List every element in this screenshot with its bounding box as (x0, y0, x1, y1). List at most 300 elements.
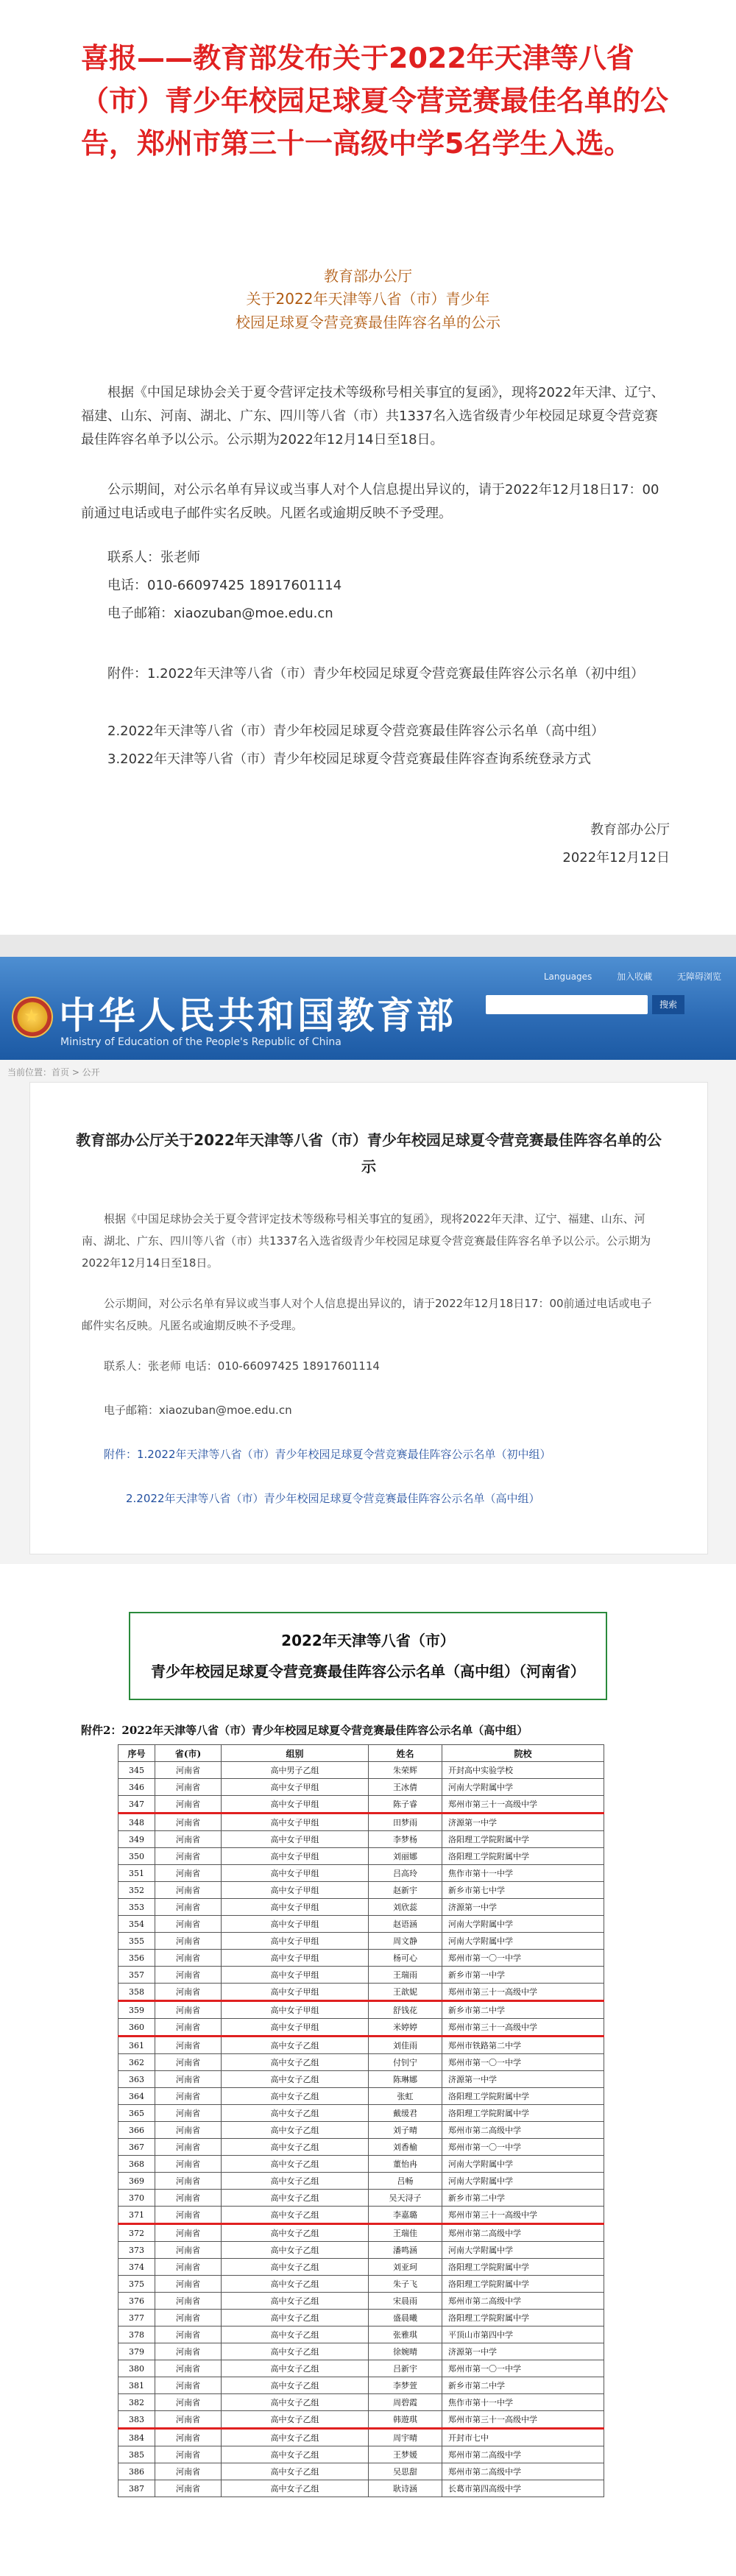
cell-name: 刘亚珂 (369, 2259, 442, 2276)
col-header-group: 组别 (222, 1745, 369, 1762)
cell-group: 高中女子乙组 (222, 2276, 369, 2293)
cell-name: 张雅琪 (369, 2326, 442, 2343)
table-row (118, 2259, 604, 2276)
cell-group: 高中女子乙组 (222, 2071, 369, 2088)
table-row (118, 2054, 604, 2071)
table-row (118, 1984, 604, 2001)
cell-province: 河南省 (155, 2293, 222, 2310)
cell-school: 河南大学附属中学 (442, 2156, 604, 2173)
cell-school: 济源第一中学 (442, 1814, 604, 1831)
cell-school: 河南大学附属中学 (442, 2242, 604, 2259)
cell-school: 郑州市第三十一高级中学 (442, 2411, 604, 2429)
cell-province: 河南省 (155, 2224, 222, 2242)
table-row (118, 2207, 604, 2224)
col-header-no: 序号 (118, 1745, 155, 1762)
cell-no: 345 (118, 1762, 155, 1779)
cell-school: 洛阳理工学院附属中学 (442, 1831, 604, 1848)
table-row (118, 2293, 604, 2310)
cell-name: 王瑞佳 (369, 2224, 442, 2242)
cell-group: 高中女子乙组 (222, 2122, 369, 2139)
cell-no: 364 (118, 2088, 155, 2105)
cell-province: 河南省 (155, 1899, 222, 1916)
cell-no: 368 (118, 2156, 155, 2173)
cell-name: 戴缓君 (369, 2105, 442, 2122)
moe-article (29, 1082, 708, 1554)
cell-school: 郑州市第一〇一中学 (442, 2139, 604, 2156)
cell-no: 379 (118, 2343, 155, 2360)
cell-name: 周碧霞 (369, 2394, 442, 2411)
cell-name: 刘香榆 (369, 2139, 442, 2156)
national-emblem-icon: ★ (12, 997, 53, 1038)
cell-no: 352 (118, 1882, 155, 1899)
cell-school: 河南大学附属中学 (442, 2173, 604, 2190)
notice-office: 教育部办公厅 (324, 267, 412, 285)
cell-no: 349 (118, 1831, 155, 1848)
cell-no: 355 (118, 1933, 155, 1950)
cell-name: 吕高玲 (369, 1865, 442, 1882)
moe-site-title[interactable]: 中华人民共和国教育部 (59, 994, 456, 1037)
moe-search-input[interactable] (486, 995, 648, 1014)
cell-school: 河南大学附属中学 (442, 1779, 604, 1796)
cell-no: 384 (118, 2429, 155, 2446)
cell-no: 378 (118, 2326, 155, 2343)
cell-group: 高中女子乙组 (222, 2446, 369, 2463)
headline: 喜报——教育部发布关于2022年天津等八省（市）青少年校园足球夏令营竞赛最佳名单的公告，郑州市第三十一高级中学5名学生入选。 (81, 42, 669, 160)
table-row (118, 2446, 604, 2463)
cell-name: 王梦媛 (369, 2446, 442, 2463)
cell-province: 河南省 (155, 2156, 222, 2173)
cell-province: 河南省 (155, 2310, 222, 2326)
table-row (118, 2088, 604, 2105)
cell-province: 河南省 (155, 2463, 222, 2480)
cell-group: 高中女子乙组 (222, 2173, 369, 2190)
cell-school: 郑州市第三十一高级中学 (442, 2207, 604, 2224)
table-row (118, 2377, 604, 2394)
table-row (118, 2156, 604, 2173)
cell-school: 济源第一中学 (442, 2343, 604, 2360)
cell-province: 河南省 (155, 1950, 222, 1967)
cell-no: 358 (118, 1984, 155, 2001)
table-row (118, 2001, 604, 2019)
col-header-name: 姓名 (369, 1745, 442, 1762)
cell-province: 河南省 (155, 2139, 222, 2156)
cell-province: 河南省 (155, 1865, 222, 1882)
hs-title-box (129, 1612, 607, 1700)
hs-roster-body (118, 1762, 604, 2497)
moe-attach-2[interactable]: 2.2022年天津等八省（市）青少年校园足球夏令营竞赛最佳阵容公示名单（高中组） (126, 1492, 540, 1505)
table-row (118, 2310, 604, 2326)
cell-name: 陈子睿 (369, 1796, 442, 1814)
table-row (118, 2242, 604, 2259)
moe-top-links (522, 970, 721, 983)
cell-province: 河南省 (155, 2037, 222, 2054)
cell-province: 河南省 (155, 2054, 222, 2071)
hs-title-1: 2022年天津等八省（市） (281, 1632, 455, 1649)
table-row (118, 2071, 604, 2088)
cell-school: 郑州市第三十一高级中学 (442, 2019, 604, 2037)
notice-attachment-3[interactable]: 3.2022年天津等八省（市）青少年校园足球夏令营竞赛最佳阵容查询系统登录方式 (107, 751, 591, 767)
cell-no: 383 (118, 2411, 155, 2429)
cell-no: 374 (118, 2259, 155, 2276)
cell-school: 焦作市第十一中学 (442, 1865, 604, 1882)
cell-name: 潘鸣涵 (369, 2242, 442, 2259)
hs-roster-section (0, 1568, 736, 2576)
cell-group: 高中女子甲组 (222, 1916, 369, 1933)
cell-school: 郑州市第二高级中学 (442, 2224, 604, 2242)
cell-group: 高中女子乙组 (222, 2037, 369, 2054)
cell-province: 河南省 (155, 2276, 222, 2293)
notice-contact: 联系人：张老师 (107, 550, 200, 565)
cell-group: 高中女子乙组 (222, 2207, 369, 2224)
cell-school: 济源第一中学 (442, 2071, 604, 2088)
cell-province: 河南省 (155, 2122, 222, 2139)
cell-no: 360 (118, 2019, 155, 2037)
cell-province: 河南省 (155, 2360, 222, 2377)
cell-province: 河南省 (155, 1762, 222, 1779)
cell-name: 李嘉璐 (369, 2207, 442, 2224)
cell-school: 新乡市第一中学 (442, 1967, 604, 1984)
cell-group: 高中女子甲组 (222, 1882, 369, 1899)
cell-name: 吕畅 (369, 2173, 442, 2190)
cell-province: 河南省 (155, 2343, 222, 2360)
cell-name: 陈琳娜 (369, 2071, 442, 2088)
notice-para-1: 根据《中国足球协会关于夏令营评定技术等级称号相关事宜的复函》，现将2022年天津、辽宁、福建、山东、河南、湖北、广东、四川等八省（市）共1337名入选省级青少年校园足球夏令营竞赛最佳阵容名单予以公示。公示期为2022年12月14日至18日。 (81, 385, 665, 447)
cell-school: 新乡市第七中学 (442, 1882, 604, 1899)
hs-roster-table (118, 1744, 604, 2497)
accessibility-link[interactable]: 无障碍浏览 (676, 972, 721, 982)
cell-no: 385 (118, 2446, 155, 2463)
cell-name: 周文静 (369, 1933, 442, 1950)
cell-group: 高中女子乙组 (222, 2293, 369, 2310)
cell-school: 洛阳理工学院附属中学 (442, 2310, 604, 2326)
moe-email[interactable]: 电子邮箱：xiaozuban@moe.edu.cn (104, 1404, 292, 1417)
table-row (118, 2190, 604, 2207)
table-row (118, 2019, 604, 2037)
notice-subtitle-1: 关于2022年天津等八省（市）青少年 (246, 290, 490, 308)
cell-province: 河南省 (155, 2242, 222, 2259)
table-row (118, 2105, 604, 2122)
cell-name: 宋晨雨 (369, 2293, 442, 2310)
cell-school: 郑州市第二高级中学 (442, 2463, 604, 2480)
cell-no: 348 (118, 1814, 155, 1831)
cell-province: 河南省 (155, 2411, 222, 2429)
cell-no: 359 (118, 2001, 155, 2019)
cell-school: 郑州市铁路第二中学 (442, 2037, 604, 2054)
cell-group: 高中女子甲组 (222, 1950, 369, 1967)
cell-name: 盛晨曦 (369, 2310, 442, 2326)
cell-province: 河南省 (155, 2001, 222, 2019)
cell-no: 354 (118, 1916, 155, 1933)
table-header-row (118, 1745, 604, 1762)
moe-contact: 联系人：张老师 电话：010-66097425 18917601114 (104, 1359, 380, 1373)
cell-no: 376 (118, 2293, 155, 2310)
cell-group: 高中女子乙组 (222, 2480, 369, 2497)
cell-name: 杨可心 (369, 1950, 442, 1967)
cell-province: 河南省 (155, 2071, 222, 2088)
table-row (118, 2122, 604, 2139)
table-row (118, 2411, 604, 2429)
notice-date: 2022年12月12日 (562, 850, 670, 866)
table-row (118, 2360, 604, 2377)
table-row (118, 2463, 604, 2480)
cell-group: 高中女子乙组 (222, 2156, 369, 2173)
cell-no: 373 (118, 2242, 155, 2259)
cell-school: 河南大学附属中学 (442, 1933, 604, 1950)
table-row (118, 1933, 604, 1950)
cell-group: 高中女子乙组 (222, 2259, 369, 2276)
languages-link[interactable]: Languages (543, 972, 592, 982)
cell-province: 河南省 (155, 2088, 222, 2105)
cell-province: 河南省 (155, 1848, 222, 1865)
cell-name: 朱子飞 (369, 2276, 442, 2293)
moe-banner (0, 957, 736, 1060)
cell-no: 370 (118, 2190, 155, 2207)
cell-no: 361 (118, 2037, 155, 2054)
hs-caption: 附件2：2022年天津等八省（市）青少年校园足球夏令营竞赛最佳阵容公示名单（高中组） (81, 1724, 528, 1737)
cell-name: 朱荣辉 (369, 1762, 442, 1779)
table-row (118, 1916, 604, 1933)
table-row (118, 2343, 604, 2360)
cell-school: 郑州市第二高级中学 (442, 2446, 604, 2463)
cell-no: 346 (118, 1779, 155, 1796)
cell-school: 济源第一中学 (442, 1899, 604, 1916)
cell-name: 王歆妮 (369, 1984, 442, 2001)
cell-name: 韩遊琪 (369, 2411, 442, 2429)
cell-group: 高中女子乙组 (222, 2360, 369, 2377)
notice-phone: 电话：010-66097425 18917601114 (107, 578, 342, 593)
cell-name: 李梦杨 (369, 1831, 442, 1848)
cell-group: 高中女子乙组 (222, 2343, 369, 2360)
cell-province: 河南省 (155, 1967, 222, 1984)
cell-group: 高中男子乙组 (222, 1762, 369, 1779)
section-divider (0, 935, 736, 957)
cell-school: 平顶山市第四中学 (442, 2326, 604, 2343)
table-row (118, 1779, 604, 1796)
moe-attach-1[interactable]: 附件：1.2022年天津等八省（市）青少年校园足球夏令营竞赛最佳阵容公示名单（初中组） (104, 1448, 551, 1461)
cell-name: 王瑞雨 (369, 1967, 442, 1984)
table-row (118, 2429, 604, 2446)
cell-no: 367 (118, 2139, 155, 2156)
moe-para-2: 公示期间，对公示名单有异议或当事人对个人信息提出异议的，请于2022年12月18日17：00前通过电话或电子邮件实名反映。凡匿名或逾期反映不予受理。 (82, 1297, 652, 1332)
table-row (118, 1899, 604, 1916)
cell-group: 高中女子乙组 (222, 2310, 369, 2326)
cell-group: 高中女子甲组 (222, 2001, 369, 2019)
cell-no: 372 (118, 2224, 155, 2242)
cell-group: 高中女子甲组 (222, 1933, 369, 1950)
cell-province: 河南省 (155, 1933, 222, 1950)
col-header-province: 省(市) (155, 1745, 222, 1762)
cell-group: 高中女子甲组 (222, 1865, 369, 1882)
cell-name: 李梦萱 (369, 2377, 442, 2394)
breadcrumb[interactable]: 当前位置：首页 > 公开 (7, 1067, 100, 1078)
cell-school: 河南大学附属中学 (442, 1916, 604, 1933)
cell-province: 河南省 (155, 2429, 222, 2446)
cell-no: 380 (118, 2360, 155, 2377)
cell-group: 高中女子乙组 (222, 2139, 369, 2156)
cell-group: 高中女子甲组 (222, 2019, 369, 2037)
cell-no: 386 (118, 2463, 155, 2480)
cell-name: 刘子晴 (369, 2122, 442, 2139)
notice-section (0, 265, 736, 866)
cell-no: 371 (118, 2207, 155, 2224)
cell-group: 高中女子乙组 (222, 2429, 369, 2446)
cell-group: 高中女子甲组 (222, 1779, 369, 1796)
table-row (118, 2224, 604, 2242)
cell-name: 刘丽娜 (369, 1848, 442, 1865)
cell-school: 长葛市第四高级中学 (442, 2480, 604, 2497)
cell-group: 高中女子乙组 (222, 2088, 369, 2105)
table-row (118, 1950, 604, 1967)
cell-school: 郑州市第二高级中学 (442, 2122, 604, 2139)
cell-school: 新乡市第二中学 (442, 2377, 604, 2394)
cell-province: 河南省 (155, 2326, 222, 2343)
cell-group: 高中女子乙组 (222, 2224, 369, 2242)
cell-province: 河南省 (155, 1779, 222, 1796)
notice-attachment-2[interactable]: 2.2022年天津等八省（市）青少年校园足球夏令营竞赛最佳阵容公示名单（高中组） (107, 723, 604, 739)
cell-name: 刘欣蕊 (369, 1899, 442, 1916)
cell-no: 377 (118, 2310, 155, 2326)
cell-no: 362 (118, 2054, 155, 2071)
cell-name: 田梦雨 (369, 1814, 442, 1831)
cell-group: 高中女子甲组 (222, 1831, 369, 1848)
cell-province: 河南省 (155, 1916, 222, 1933)
cell-province: 河南省 (155, 2377, 222, 2394)
table-row (118, 2394, 604, 2411)
cell-province: 河南省 (155, 2480, 222, 2497)
cell-no: 382 (118, 2394, 155, 2411)
cell-name: 吴思甜 (369, 2463, 442, 2480)
moe-site-subtitle: Ministry of Education of the People's Republic of China (60, 1036, 342, 1048)
cell-name: 吴天浔子 (369, 2190, 442, 2207)
cell-name: 赵新宇 (369, 1882, 442, 1899)
cell-school: 郑州市第一〇一中学 (442, 2360, 604, 2377)
cell-name: 舒钱花 (369, 2001, 442, 2019)
hs-title-2: 青少年校园足球夏令营竞赛最佳阵容公示名单（高中组）（河南省） (151, 1663, 585, 1680)
cell-province: 河南省 (155, 1796, 222, 1814)
table-row (118, 2173, 604, 2190)
cell-school: 郑州市第三十一高级中学 (442, 1796, 604, 1814)
cell-name: 耿诗涵 (369, 2480, 442, 2497)
table-row (118, 1848, 604, 1865)
cell-school: 郑州市第一〇一中学 (442, 2054, 604, 2071)
table-row (118, 1831, 604, 1848)
cell-school: 焦作市第十一中学 (442, 2394, 604, 2411)
cell-school: 郑州市第一〇一中学 (442, 1950, 604, 1967)
cell-school: 洛阳理工学院附属中学 (442, 2259, 604, 2276)
cell-no: 369 (118, 2173, 155, 2190)
cell-province: 河南省 (155, 1984, 222, 2001)
cell-school: 郑州市第三十一高级中学 (442, 1984, 604, 2001)
cell-school: 郑州市第二高级中学 (442, 2293, 604, 2310)
table-row (118, 2139, 604, 2156)
notice-para-2: 公示期间，对公示名单有异议或当事人对个人信息提出异议的，请于2022年12月18日17：00前通过电话或电子邮件实名反映。凡匿名或逾期反映不予受理。 (81, 482, 659, 521)
notice-attachment-1[interactable]: 附件：1.2022年天津等八省（市）青少年校园足球夏令营竞赛最佳阵容公示名单（初中组） (107, 666, 644, 682)
table-row (118, 1882, 604, 1899)
table-row (118, 2276, 604, 2293)
cell-no: 357 (118, 1967, 155, 1984)
cell-no: 375 (118, 2276, 155, 2293)
table-row (118, 1865, 604, 1882)
cell-school: 新乡市第二中学 (442, 2001, 604, 2019)
cell-province: 河南省 (155, 2446, 222, 2463)
cell-name: 吕新宇 (369, 2360, 442, 2377)
cell-group: 高中女子甲组 (222, 1814, 369, 1831)
cell-group: 高中女子甲组 (222, 1848, 369, 1865)
cell-province: 河南省 (155, 2259, 222, 2276)
cell-province: 河南省 (155, 2190, 222, 2207)
notice-sign: 教育部办公厅 (590, 822, 670, 838)
cell-no: 363 (118, 2071, 155, 2088)
cell-province: 河南省 (155, 2173, 222, 2190)
cell-no: 350 (118, 1848, 155, 1865)
cell-name: 张虹 (369, 2088, 442, 2105)
notice-email[interactable]: 电子邮箱：xiaozuban@moe.edu.cn (107, 606, 333, 621)
cell-group: 高中女子甲组 (222, 1796, 369, 1814)
cell-no: 366 (118, 2122, 155, 2139)
cell-group: 高中女子乙组 (222, 2377, 369, 2394)
cell-school: 洛阳理工学院附属中学 (442, 2088, 604, 2105)
cell-group: 高中女子乙组 (222, 2105, 369, 2122)
cell-no: 365 (118, 2105, 155, 2122)
table-row (118, 1967, 604, 1984)
cell-province: 河南省 (155, 2207, 222, 2224)
cell-school: 新乡市第二中学 (442, 2190, 604, 2207)
cell-province: 河南省 (155, 2394, 222, 2411)
cell-no: 387 (118, 2480, 155, 2497)
moe-search-button[interactable]: 搜索 (652, 995, 684, 1014)
cell-group: 高中女子乙组 (222, 2190, 369, 2207)
cell-name: 徐婉晴 (369, 2343, 442, 2360)
table-row (118, 1814, 604, 1831)
cell-province: 河南省 (155, 1882, 222, 1899)
cell-school: 开封高中实验学校 (442, 1762, 604, 1779)
table-row (118, 1762, 604, 1779)
cell-province: 河南省 (155, 2019, 222, 2037)
moe-article-title: 教育部办公厅关于2022年天津等八省（市）青少年校园足球夏令营竞赛最佳阵容名单的公示 (76, 1131, 662, 1175)
table-row (118, 2480, 604, 2497)
cell-name: 王冰倩 (369, 1779, 442, 1796)
cell-province: 河南省 (155, 1831, 222, 1848)
cell-no: 381 (118, 2377, 155, 2394)
cell-group: 高中女子甲组 (222, 1984, 369, 2001)
cell-province: 河南省 (155, 2105, 222, 2122)
moe-screenshot (0, 957, 736, 1564)
cell-group: 高中女子乙组 (222, 2411, 369, 2429)
notice-subtitle-2: 校园足球夏令营竞赛最佳阵容名单的公示 (236, 314, 500, 331)
cell-no: 347 (118, 1796, 155, 1814)
cell-no: 351 (118, 1865, 155, 1882)
cell-group: 高中女子乙组 (222, 2242, 369, 2259)
cell-name: 赵语涵 (369, 1916, 442, 1933)
cell-school: 洛阳理工学院附属中学 (442, 2276, 604, 2293)
table-row (118, 2037, 604, 2054)
table-row (118, 2326, 604, 2343)
cell-group: 高中女子甲组 (222, 1899, 369, 1916)
cell-name: 付钊宁 (369, 2054, 442, 2071)
table-row (118, 1796, 604, 1814)
cell-name: 刘佳雨 (369, 2037, 442, 2054)
cell-group: 高中女子乙组 (222, 2054, 369, 2071)
cell-no: 356 (118, 1950, 155, 1967)
cell-group: 高中女子乙组 (222, 2463, 369, 2480)
cell-no: 353 (118, 1899, 155, 1916)
cell-name: 米婷婷 (369, 2019, 442, 2037)
col-header-school: 院校 (442, 1745, 604, 1762)
cell-name: 董怡冉 (369, 2156, 442, 2173)
cell-province: 河南省 (155, 1814, 222, 1831)
favorite-link[interactable]: 加入收藏 (617, 972, 653, 982)
cell-school: 洛阳理工学院附属中学 (442, 1848, 604, 1865)
